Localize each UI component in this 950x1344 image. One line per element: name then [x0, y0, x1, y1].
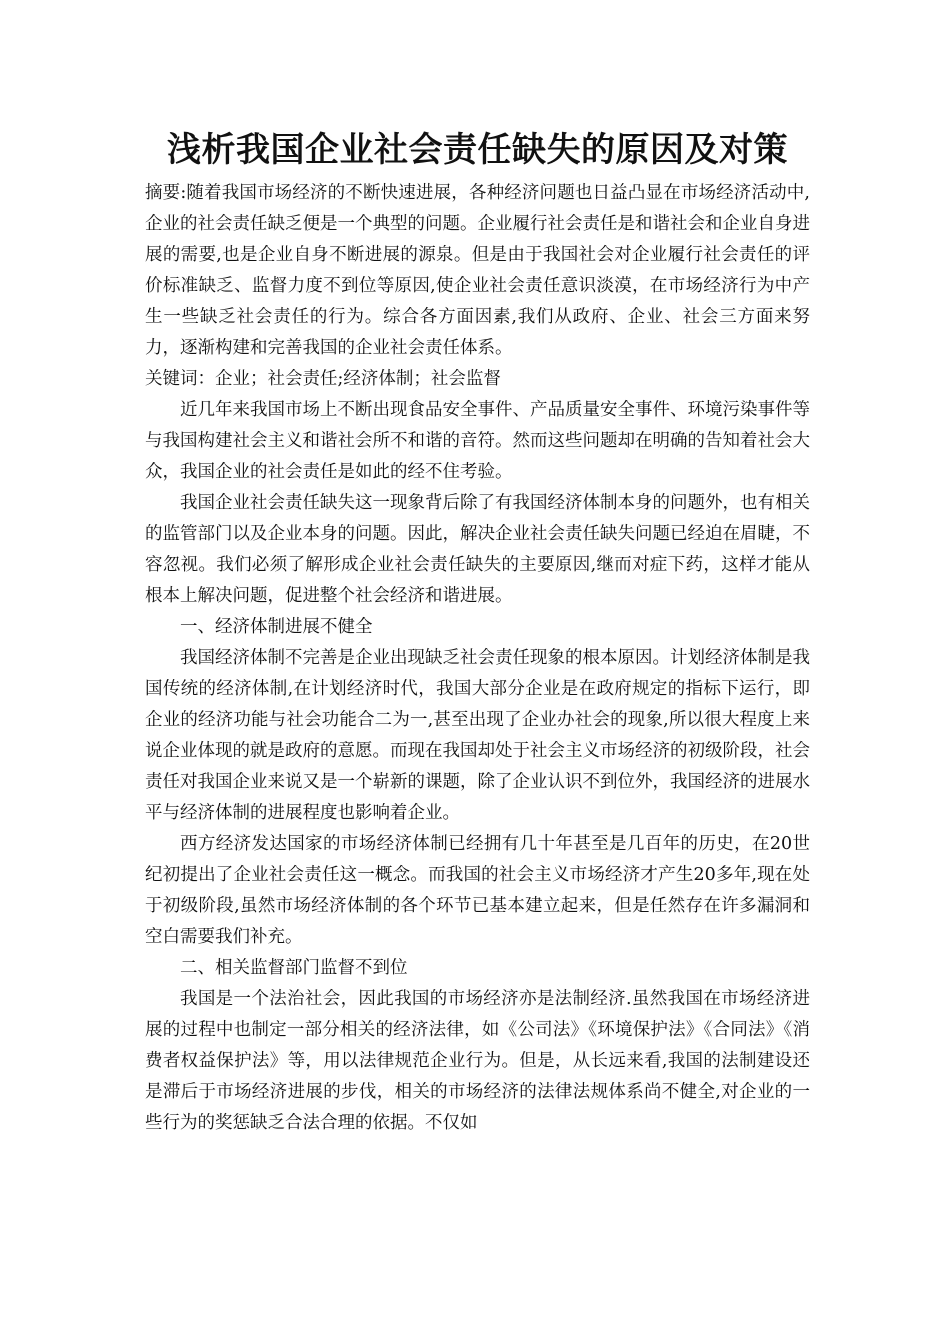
section-heading-1: 一、经济体制进展不健全	[180, 617, 373, 637]
section-heading-2: 二、相关监督部门监督不到位	[180, 958, 408, 978]
keywords-line: 关键词：企业；社会责任;经济体制；社会监督	[145, 369, 501, 389]
section-2-paragraph-1: 我国是一个法治社会，因此我国的市场经济亦是法制经济.虽然我国在市场经济进展的过程中也制定一部分相关的经济法律，如《公司法》《环境保护法》《合同法》《消费者权益保护法》等，用以法律规范企业行为。但是，从长远来看,我国的法制建设还是滞后于市场经济进展的步伐，相关的市场经济的法律法规体系尚不健全,对企业的一些行为的奖惩缺乏合法合理的依据。不仅如	[145, 989, 810, 1133]
abstract-paragraph: 摘要:随着我国市场经济的不断快速进展，各种经济问题也日益凸显在市场经济活动中,企业的社会责任缺乏便是一个典型的问题。企业履行社会责任是和谐社会和企业自身进展的需要,也是企业自身不断进展的源泉。但是由于我国社会对企业履行社会责任的评价标准缺乏、监督力度不到位等原因,使企业社会责任意识淡漠，在市场经济行为中产生一些缺乏社会责任的行为。综合各方面因素,我们从政府、企业、社会三方面来努力，逐渐构建和完善我国的企业社会责任体系。	[145, 183, 810, 358]
section-1-paragraph-2: 西方经济发达国家的市场经济体制已经拥有几十年甚至是几百年的历史，在20世纪初提出了企业社会责任这一概念。而我国的社会主义市场经济才产生20多年,现在处于初级阶段,虽然市场经济体制的各个环节已基本建立起来，但是任然存在许多漏洞和空白需要我们补充。	[145, 834, 810, 947]
body-paragraph-1: 近几年来我国市场上不断出现食品安全事件、产品质量安全事件、环境污染事件等与我国构建社会主义和谐社会所不和谐的音符。然而这些问题却在明确的告知着社会大众，我国企业的社会责任是如此的经不住考验。	[145, 400, 810, 482]
section-1-paragraph-1: 我国经济体制不完善是企业出现缺乏社会责任现象的根本原因。计划经济体制是我国传统的经济体制,在计划经济时代，我国大部分企业是在政府规定的指标下运行，即企业的经济功能与社会功能合二为一,甚至出现了企业办社会的现象,所以很大程度上来说企业体现的就是政府的意愿。而现在我国却处于社会主义市场经济的初级阶段，社会责任对我国企业来说又是一个崭新的课题，除了企业认识不到位外，我国经济的进展水平与经济体制的进展程度也影响着企业。	[145, 648, 810, 823]
document-page	[145, 128, 810, 1139]
document-title: 浅析我国企业社会责任缺失的原因及对策	[167, 130, 788, 170]
body-paragraph-2: 我国企业社会责任缺失这一现象背后除了有我国经济体制本身的问题外，也有相关的监管部门以及企业本身的问题。因此，解决企业社会责任缺失问题已经迫在眉睫，不容忽视。我们必须了解形成企业社会责任缺失的主要原因,继而对症下药，这样才能从根本上解决问题，促进整个社会经济和谐进展。	[145, 493, 810, 606]
